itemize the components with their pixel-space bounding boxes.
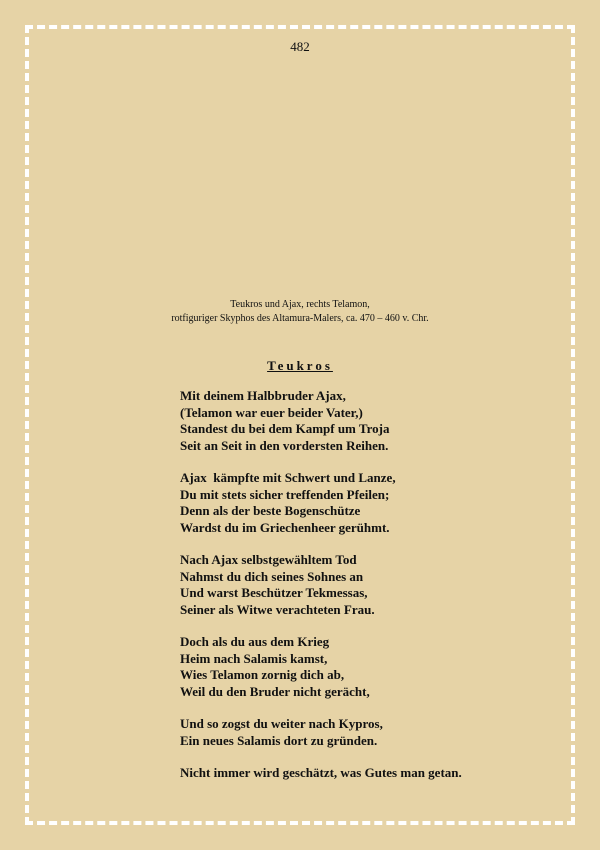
poem-line: Seiner als Witwe verachteten Frau.	[180, 601, 375, 617]
poem-line: (Telamon war euer beider Vater,)	[180, 404, 363, 420]
stanza-1	[180, 388, 580, 454]
poem-line: Ein neues Salamis dort zu gründen.	[180, 732, 378, 748]
stanza-6	[180, 765, 580, 782]
poem-line: Nahmst du dich seines Sohnes an	[180, 568, 364, 584]
poem-body	[180, 388, 580, 798]
poem-line: Nicht immer wird geschätzt, was Gutes man getan.	[180, 765, 462, 780]
poem-line: Seit an Seit in den vordersten Reihen.	[180, 437, 389, 453]
poem-line: Und warst Beschützer Tekmessas,	[180, 585, 368, 600]
stanza-3	[180, 552, 580, 618]
poem-line: Du mit stets sicher treffenden Pfeilen;	[180, 486, 390, 502]
stanza-4	[180, 634, 580, 700]
poem-line: Ajax kämpfte mit Schwert und Lanze,	[180, 470, 396, 485]
poem-line: Weil du den Bruder nicht gerächt,	[180, 683, 370, 699]
poem-line: Heim nach Salamis kamst,	[180, 650, 328, 666]
stanza-2	[180, 470, 580, 536]
caption-line-1: Teukros und Ajax, rechts Telamon,	[230, 299, 370, 310]
page-number: 482	[290, 39, 310, 54]
caption-line-2: rotfiguriger Skyphos des Altamura-Malers, ca. 470 – 460 v. Chr.	[171, 313, 429, 324]
poem-line: Mit deinem Halbbruder Ajax,	[180, 388, 346, 403]
poem-line: Wardst du im Griechenheer gerühmt.	[180, 519, 390, 535]
poem-line: Doch als du aus dem Krieg	[180, 634, 330, 649]
image-caption	[0, 298, 600, 326]
poem-title: Teukros	[267, 358, 333, 373]
poem-line: Standest du bei dem Kampf um Troja	[180, 421, 390, 436]
poem-line: Nach Ajax selbstgewähltem Tod	[180, 552, 357, 567]
poem-line: Und so zogst du weiter nach Kypros,	[180, 716, 383, 731]
stanza-5	[180, 716, 580, 749]
poem-line: Wies Telamon zornig dich ab,	[180, 667, 345, 682]
poem-line: Denn als der beste Bogenschütze	[180, 503, 361, 518]
